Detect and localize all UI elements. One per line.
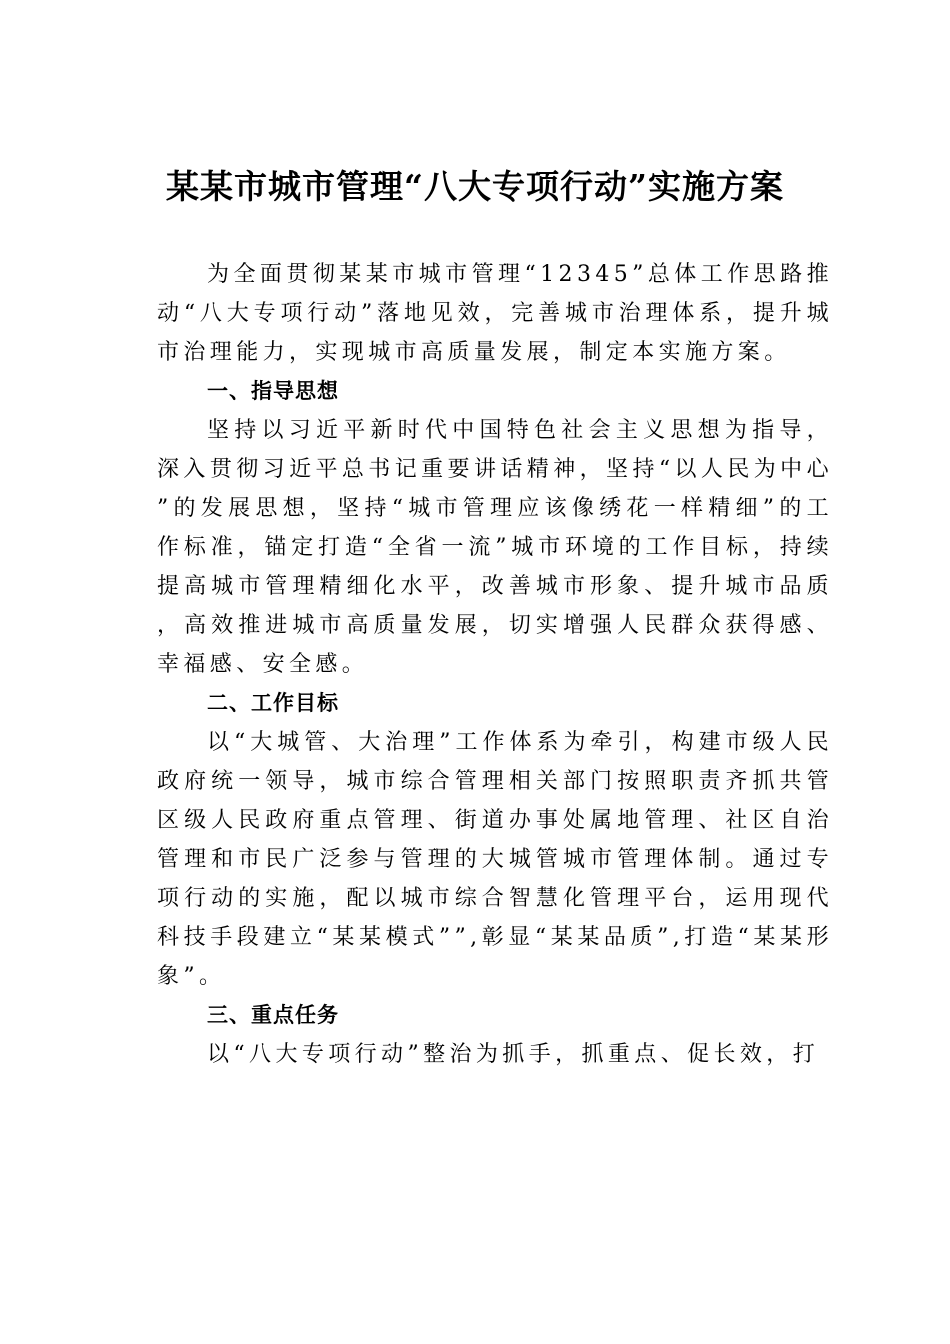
document-title: 某某市城市管理“八大专项行动”实施方案 — [166, 167, 784, 206]
document-body — [157, 255, 833, 1074]
section-heading-work-goals: 二、工作目标 — [207, 691, 339, 715]
section-heading-key-tasks: 三、重点任务 — [207, 1003, 339, 1027]
intro-paragraph: 为全面贯彻某某市城市管理“12345”总体工作思路推动“八大专项行动”落地见效，完善城市治理体系，提升城市治理能力，实现城市高质量发展，制定本实施方案。 — [157, 262, 833, 365]
section-heading-guiding-ideology: 一、指导思想 — [207, 379, 339, 403]
section-text-guiding-ideology: 坚持以习近平新时代中国特色社会主义思想为指导，深入贯彻习近平总书记重要讲话精神，坚持“以人民为中心”的发展思想，坚持“城市管理应该像绣花一样精细”的工作标准，锚定打造“全省一流”城市环境的工作目标，持续提高城市管理精细化水平，改善城市形象、提升城市品质，高效推进城市高质量发展，切实增强人民群众获得感、幸福感、安全感。 — [157, 418, 833, 677]
section-text-key-tasks: 以“八大专项行动”整治为抓手，抓重点、促长效，打 — [207, 1042, 820, 1067]
section-text-work-goals: 以“大城管、大治理”工作体系为牵引，构建市级人民政府统一领导，城市综合管理相关部门按照职责齐抓共管区级人民政府重点管理、街道办事处属地管理、社区自治管理和市民广泛参与管理的大城管城市管理体制。通过专项行动的实施，配以城市综合智慧化管理平台，运用现代科技手段建立“某某模式””,彰显“某某品质”,打造“某某形象”。 — [157, 730, 833, 989]
